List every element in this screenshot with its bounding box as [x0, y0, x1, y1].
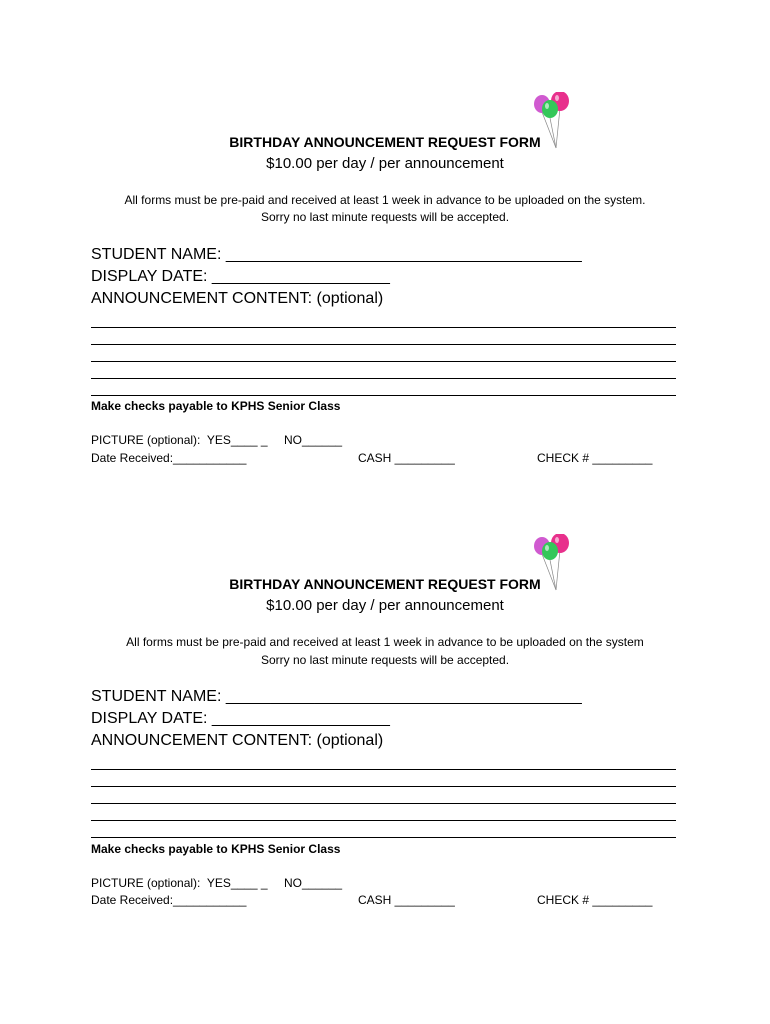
announcement-content-label: ANNOUNCEMENT CONTENT: (optional) — [91, 732, 384, 749]
content-line-2[interactable] — [91, 344, 676, 345]
content-line-4[interactable] — [91, 820, 676, 821]
display-date-field[interactable]: DISPLAY DATE: ____________________ — [91, 268, 390, 285]
cash-field[interactable]: CASH _________ — [358, 893, 455, 907]
cash-field[interactable]: CASH _________ — [358, 451, 455, 465]
checks-payable-note: Make checks payable to KPHS Senior Class — [91, 842, 341, 856]
picture-no-field[interactable]: NO______ — [284, 876, 343, 890]
student-name-field[interactable]: STUDENT NAME: ________________________________________ — [91, 246, 582, 263]
picture-yes-field[interactable]: PICTURE (optional): YES____ _ — [91, 433, 268, 447]
content-line-1[interactable] — [91, 327, 676, 328]
check-number-field[interactable]: CHECK # _________ — [537, 451, 653, 465]
birthday-form-2 — [0, 442, 770, 922]
notice-line-2: Sorry no last minute requests will be accepted. — [260, 210, 510, 224]
fee-line: $10.00 per day / per announcement — [266, 155, 504, 172]
notice-line-1: All forms must be pre-paid and received at least 1 week in advance to be uploaded on the system. — [124, 193, 646, 207]
content-line-3[interactable] — [91, 803, 676, 804]
date-received-field[interactable]: Date Received:___________ — [91, 893, 247, 907]
content-line-2[interactable] — [91, 786, 676, 787]
picture-no-field[interactable]: NO______ — [284, 433, 343, 447]
fee-line: $10.00 per day / per announcement — [266, 597, 504, 614]
check-number-field[interactable]: CHECK # _________ — [537, 893, 653, 907]
content-line-5[interactable] — [91, 395, 676, 396]
picture-yes-field[interactable]: PICTURE (optional): YES____ _ — [91, 876, 268, 890]
announcement-content-label: ANNOUNCEMENT CONTENT: (optional) — [91, 290, 384, 307]
date-received-field[interactable]: Date Received:___________ — [91, 451, 247, 465]
content-line-5[interactable] — [91, 837, 676, 838]
notice-line-2: Sorry no last minute requests will be accepted. — [260, 653, 510, 667]
content-line-4[interactable] — [91, 378, 676, 379]
notice-line-1: All forms must be pre-paid and received at least 1 week in advance to be uploaded on the system — [126, 635, 644, 649]
content-line-1[interactable] — [91, 769, 676, 770]
form-title: BIRTHDAY ANNOUNCEMENT REQUEST FORM — [229, 576, 541, 592]
content-line-3[interactable] — [91, 361, 676, 362]
student-name-field[interactable]: STUDENT NAME: ________________________________________ — [91, 688, 582, 705]
form-title: BIRTHDAY ANNOUNCEMENT REQUEST FORM — [229, 134, 541, 150]
checks-payable-note: Make checks payable to KPHS Senior Class — [91, 399, 341, 413]
display-date-field[interactable]: DISPLAY DATE: ____________________ — [91, 710, 390, 727]
birthday-form-1 — [0, 0, 770, 480]
